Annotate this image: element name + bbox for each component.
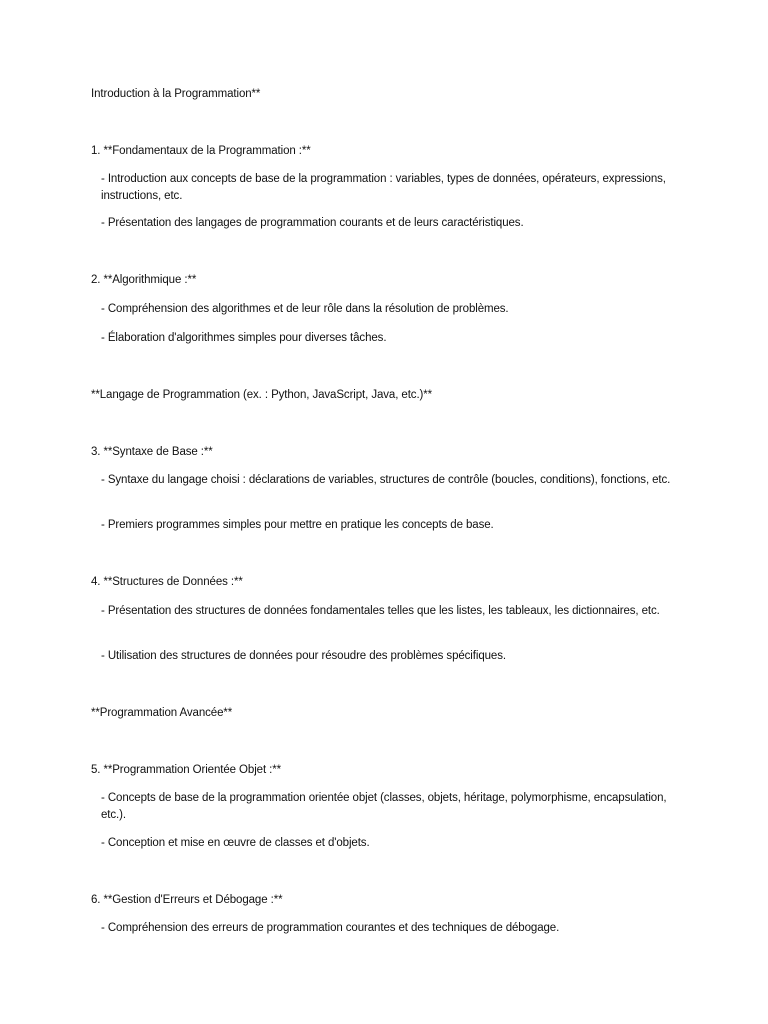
section-1-bullet-1: - Introduction aux concepts de base de la programmation : variables, types de données, opérateurs, expressions, instructions, etc. [101,173,666,202]
section-4-bullet-1: - Présentation des structures de données fondamentales telles que les listes, les tableaux, les dictionnaires, etc. [101,605,660,617]
section-2-bullet-1: - Compréhension des algorithmes et de leur rôle dans la résolution de problèmes. [101,303,509,315]
section-6-heading: 6. **Gestion d'Erreurs et Débogage :** [91,894,283,906]
section-2-bullet-2: - Élaboration d'algorithmes simples pour diverses tâches. [101,332,387,344]
section-6-bullet-1: - Compréhension des erreurs de programmation courantes et des techniques de débogage. [101,922,560,934]
section-5-heading: 5. **Programmation Orientée Objet :** [91,764,281,776]
section-1-heading: 1. **Fondamentaux de la Programmation :** [91,145,311,157]
section-3-bullet-2: - Premiers programmes simples pour mettre en pratique les concepts de base. [101,519,494,531]
document-title: Introduction à la Programmation** [91,88,261,100]
section-3-heading: 3. **Syntaxe de Base :** [91,446,213,458]
section-4-bullet-2: - Utilisation des structures de données pour résoudre des problèmes spécifiques. [101,650,506,662]
section-5-bullet-2: - Conception et mise en œuvre de classes et d'objets. [101,837,370,849]
section-2-heading: 2. **Algorithmique :** [91,274,197,286]
section-1-bullet-2: - Présentation des langages de programmation courants et de leurs caractéristiques. [101,217,524,229]
section-3-bullet-1: - Syntaxe du langage choisi : déclarations de variables, structures de contrôle (boucles, conditions), fonctions, etc. [101,474,671,486]
part-3-title: **Programmation Avancée** [91,707,233,719]
section-4-heading: 4. **Structures de Données :** [91,576,243,588]
section-5-bullet-1: - Concepts de base de la programmation orientée objet (classes, objets, héritage, polymorphisme, encapsulation, etc.). [101,792,667,821]
part-2-title: **Langage de Programmation (ex. : Python, JavaScript, Java, etc.)** [91,389,433,401]
